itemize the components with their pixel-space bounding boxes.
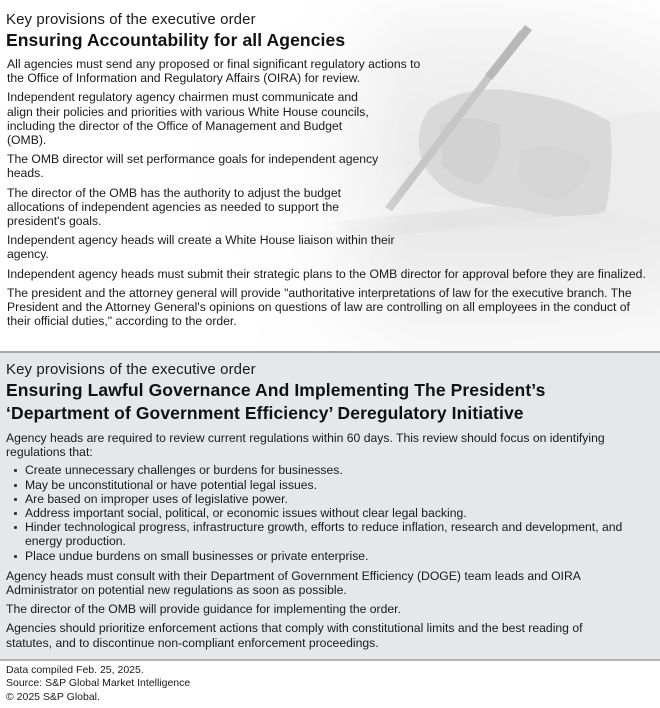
bullet-icon <box>14 484 17 487</box>
list-item <box>14 520 654 548</box>
bullet-icon <box>14 526 17 529</box>
list-item-text: Address important social, political, or economic issues without clear legal backing. <box>25 506 467 521</box>
list-item-text: Hinder technological progress, infrastructure growth, efforts to reduce inflation, research and development, and energy production. <box>25 520 623 549</box>
list-item <box>14 463 660 477</box>
bullet-icon <box>14 555 17 558</box>
provision-paragraph: The director of the OMB has the authority to adjust the budget allocations of independent agencies as needed to support the president's goals. <box>7 185 341 229</box>
section-title-line-2: ‘Department of Government Efficiency’ Deregulatory Initiative <box>6 403 524 423</box>
provision-paragraph: Agency heads must consult with their Department of Government Efficiency (DOGE) team leads and OIRA Administrator on potential new regulations as soon as possible. <box>6 568 581 598</box>
list-item <box>14 549 660 563</box>
bullet-icon <box>14 498 17 501</box>
list-item-text: Are based on improper uses of legislative power. <box>25 491 288 506</box>
section-kicker: Key provisions of the executive order <box>6 361 256 378</box>
copyright-note: © 2025 S&P Global. <box>6 690 100 703</box>
provision-paragraph: The president and the attorney general will provide "authoritative interpretations of law for the executive branch. The President and the Attorney General's opinions on questions of law are controlling on all employees in the conduct of their official duties," according to the order. <box>7 285 632 329</box>
regulation-criteria-list <box>14 463 660 562</box>
source-footer <box>6 664 190 704</box>
list-item-text: May be unconstitutional or have potential legal issues. <box>25 477 318 492</box>
provision-paragraph: The OMB director will set performance goals for independent agency heads. <box>7 152 379 181</box>
source-note: Source: S&P Global Market Intelligence <box>6 677 191 690</box>
section-kicker: Key provisions of the executive order <box>6 11 256 28</box>
list-item-text: Place undue burdens on small businesses or private enterprise. <box>25 548 369 563</box>
provision-paragraph: Independent agency heads must submit their strategic plans to the OMB director for approval before they are finalized. <box>7 266 646 281</box>
provision-paragraph: Independent regulatory agency chairmen must communicate and align their policies and priorities with various White House councils, including the director of the Office of Management and Budget (OMB). <box>7 90 369 148</box>
lawful-governance-section <box>0 353 660 659</box>
list-item-text: Create unnecessary challenges or burdens for businesses. <box>25 463 343 478</box>
footer-divider <box>0 659 660 661</box>
bullet-icon <box>14 469 17 472</box>
list-item <box>14 492 660 506</box>
accountability-section <box>0 0 660 351</box>
data-compiled-note: Data compiled Feb. 25, 2025. <box>6 664 144 676</box>
bullet-icon <box>14 512 17 515</box>
provision-paragraph: Independent agency heads will create a White House liaison within their agency. <box>7 233 395 262</box>
provision-paragraph: All agencies must send any proposed or final significant regulatory actions to the Office of Information and Regulatory Affairs (OIRA) for review. <box>7 57 421 86</box>
section-title: Ensuring Accountability for all Agencies <box>6 30 346 50</box>
list-item <box>14 478 660 492</box>
provision-paragraph: Agencies should prioritize enforcement actions that comply with constitutional limits and the best reading of statutes, and to discontinue non-compliant enforcement proceedings. <box>6 621 583 650</box>
list-item <box>14 506 660 520</box>
provision-paragraph: The director of the OMB will provide guidance for implementing the order. <box>6 602 401 617</box>
intro-paragraph: Agency heads are required to review current regulations within 60 days. This review should focus on identifying regulations that: <box>6 431 605 460</box>
section-title-line-1: Ensuring Lawful Governance And Implementing The President’s <box>6 380 546 400</box>
